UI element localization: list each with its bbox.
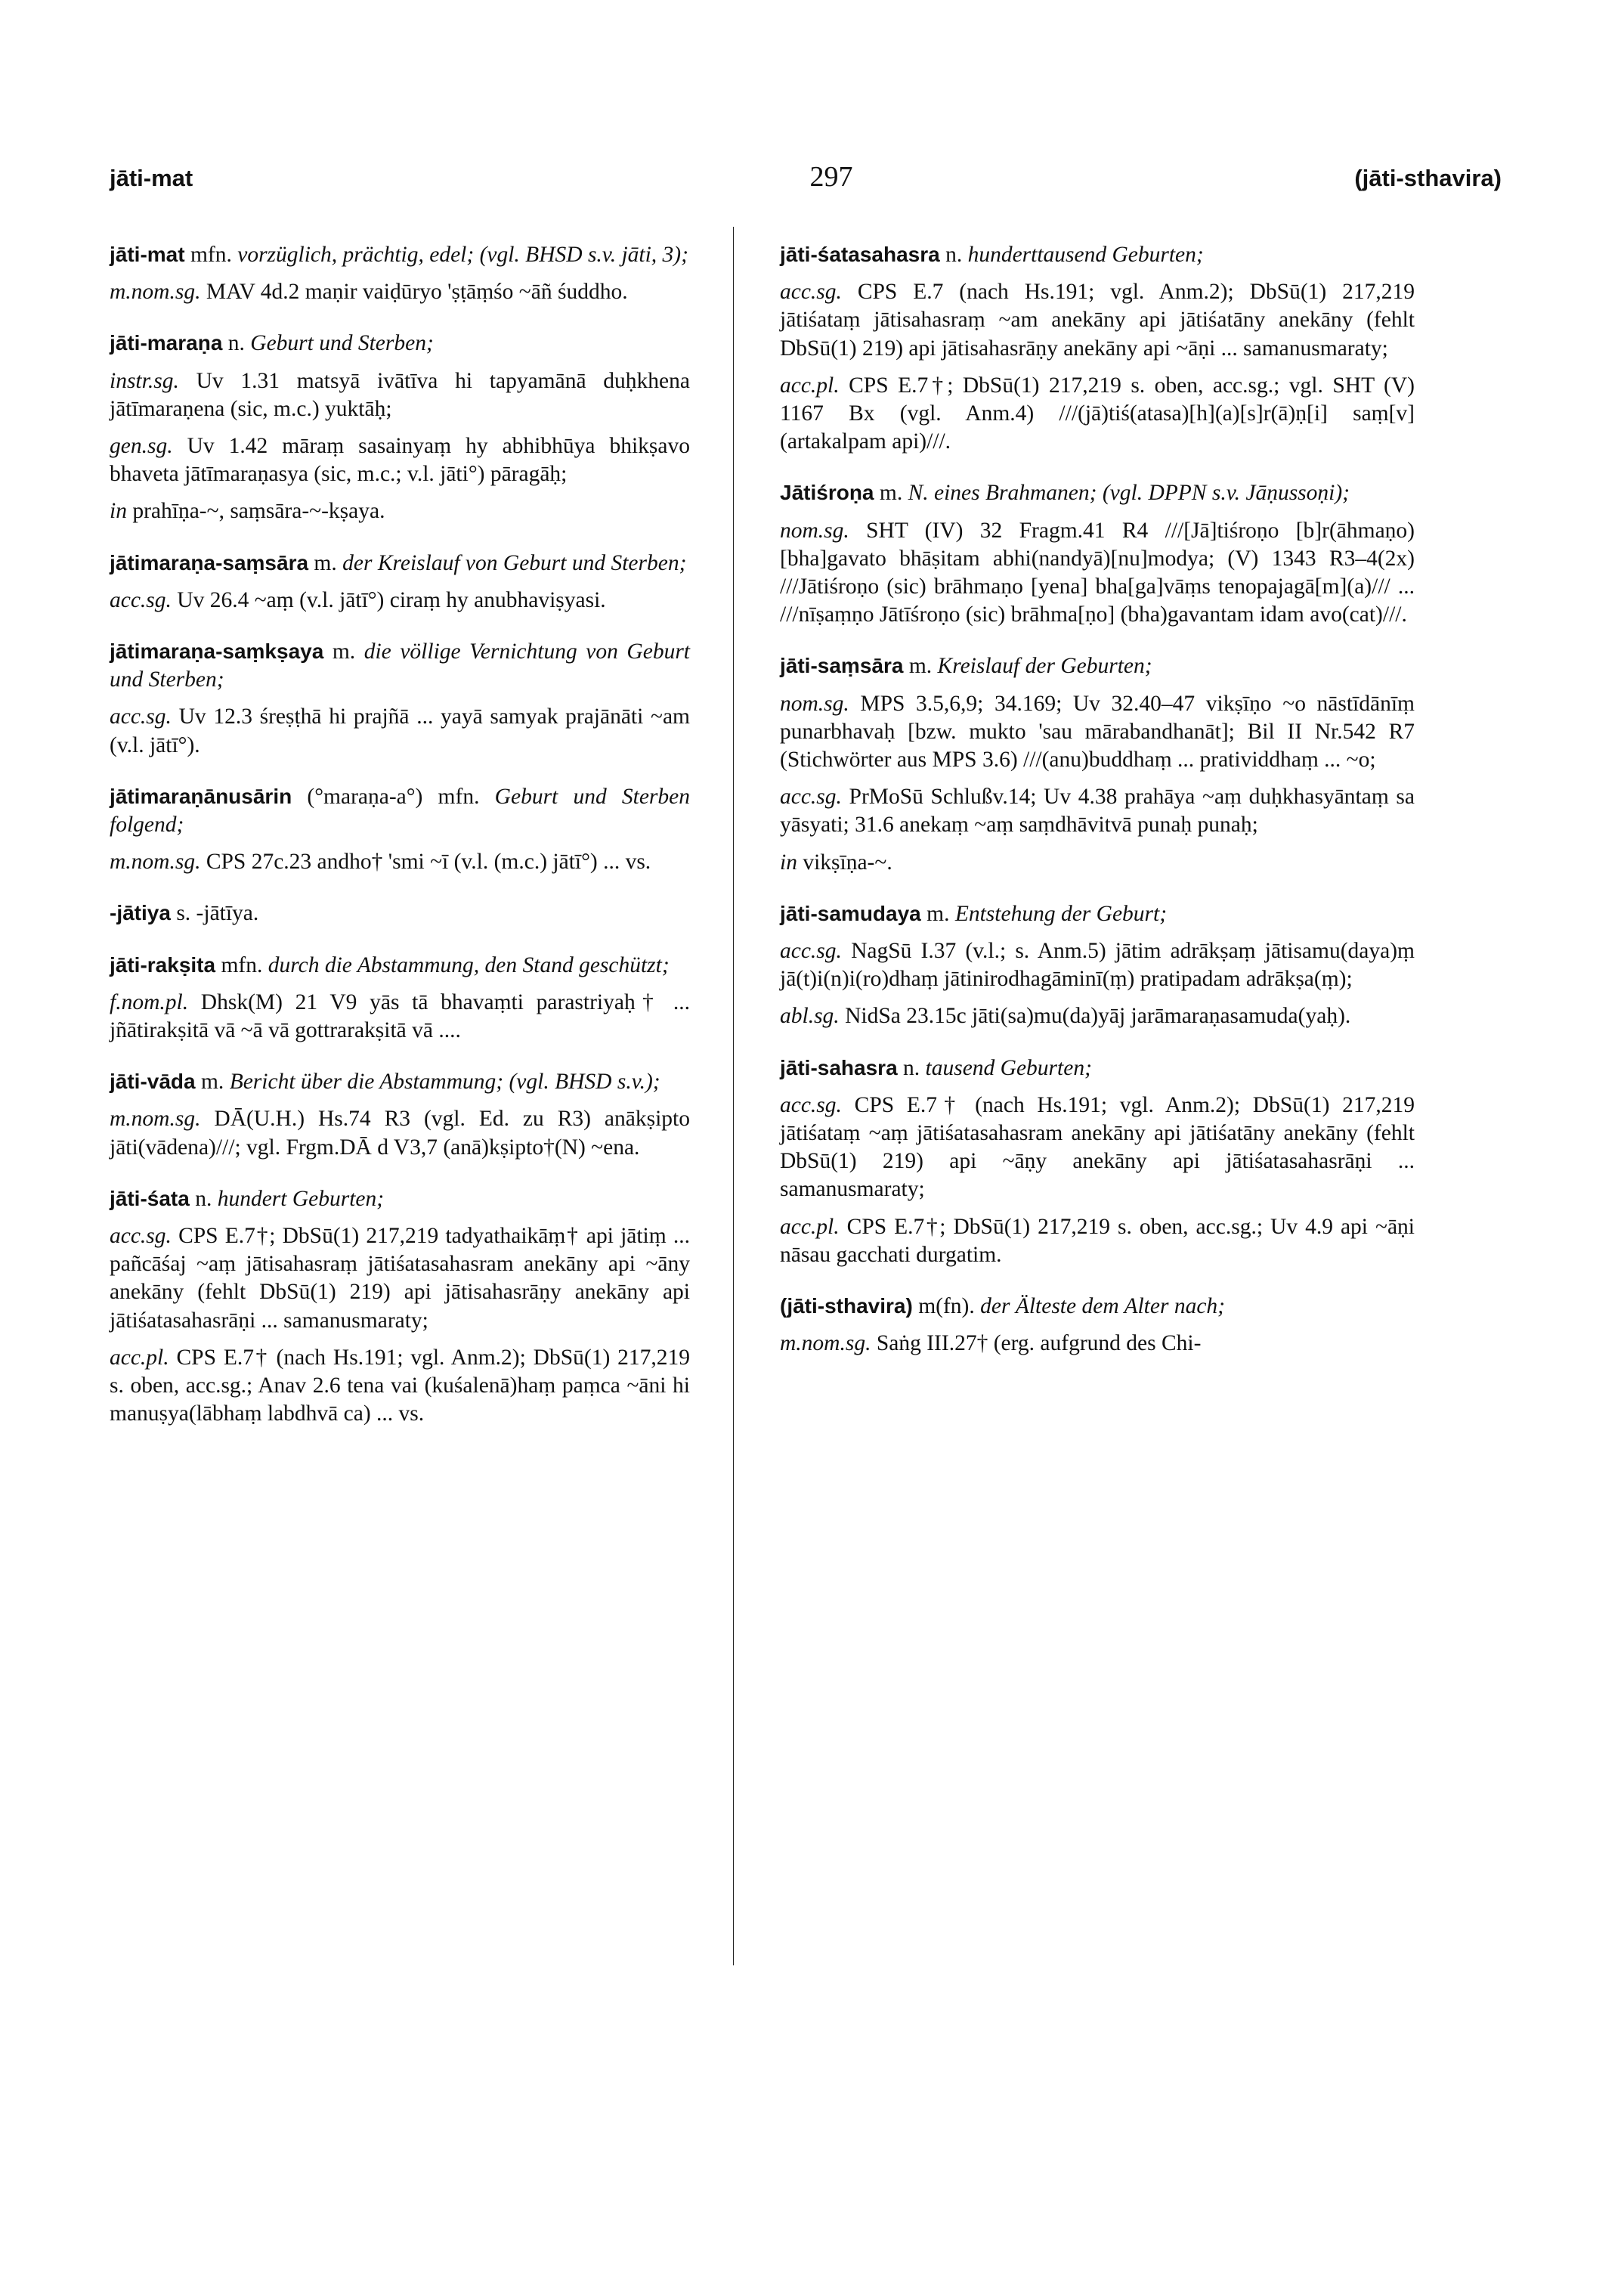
dictionary-entry xyxy=(110,1185,690,1429)
gloss: hunderttausend Geburten; xyxy=(967,243,1204,267)
citation-line xyxy=(780,1213,1415,1269)
citation-line xyxy=(110,1222,690,1335)
grammatical-form: m.nom.sg. xyxy=(110,280,201,305)
headword: jāti-śata xyxy=(110,1186,190,1210)
grammatical-form: acc.sg. xyxy=(780,1092,842,1117)
dictionary-entry xyxy=(780,652,1415,876)
grammatical-form: nom.sg. xyxy=(780,691,849,716)
part-of-speech: m. xyxy=(323,640,364,664)
column-divider xyxy=(733,227,734,1965)
citation-text: CPS E.7† (nach Hs.191; vgl. Anm.2); DbSū(1) 217,219 jātiśataṃ ~aṃ jātiśatasahasram anekāny api jātiśatāny anekāny (fehlt DbSū(1) 219) api ~āṇy anekāny api jātiśatasahasrāṇi ... samanusmaraty; xyxy=(780,1092,1415,1202)
gloss: die völlige Vernichtung von Geburt und Sterben; xyxy=(110,640,690,692)
entry-heading xyxy=(780,240,1415,269)
entry-heading xyxy=(110,549,690,578)
citation-text: Uv 1.31 matsyā ivātīva hi tapyamānā duḥkhena jātīmaraṇena (sic, m.c.) yuktāḥ; xyxy=(110,368,690,421)
left-column xyxy=(110,240,690,1451)
dictionary-entry xyxy=(110,1067,690,1162)
citation-line xyxy=(780,1002,1415,1030)
dictionary-entry xyxy=(780,478,1415,629)
entry-heading xyxy=(110,637,690,694)
grammatical-form: nom.sg. xyxy=(780,518,849,543)
part-of-speech: m. xyxy=(874,481,908,506)
headword: jātimaraṇānusārin xyxy=(110,784,292,808)
part-of-speech: m. xyxy=(920,901,955,926)
header-left-guideword: jāti-mat xyxy=(110,165,193,191)
gloss: Kreislauf der Geburten; xyxy=(937,654,1152,679)
dictionary-entry xyxy=(110,329,690,525)
part-of-speech: n. xyxy=(939,243,968,267)
part-of-speech: n. xyxy=(897,1055,926,1080)
entry-heading xyxy=(110,951,690,980)
entry-heading xyxy=(110,1067,690,1096)
citation-text: Uv 26.4 ~aṃ (v.l. jātī°) ciraṃ hy anubhaviṣyasi. xyxy=(171,587,606,612)
citation-line xyxy=(780,517,1415,630)
entry-heading xyxy=(110,1185,690,1213)
headword: jātimaraṇa-saṃsāra xyxy=(110,550,309,574)
citation-text: DĀ(U.H.) Hs.74 R3 (vgl. Ed. zu R3) anākṣipto jāti(vādena)///; vgl. Frgm.DĀ d V3,7 (anā)kṣipto†(N) ~ena. xyxy=(110,1107,690,1160)
dictionary-entry xyxy=(780,1054,1415,1269)
headword: jāti-śatasahasra xyxy=(780,243,940,266)
headword: jāti-mat xyxy=(110,243,185,266)
citation-line xyxy=(110,367,690,423)
citation-text: Uv 12.3 śreṣṭhā hi prajñā ... yayā samyak prajānāti ~am (v.l. jātī°). xyxy=(110,705,690,757)
citation-text: MPS 3.5,6,9; 34.169; Uv 32.40–47 vikṣīṇo ~o nāstīdānīṃ punarbhavaḥ [bzw. mukto 'sau mārabandhanāt]; Bil II Nr.542 R7 (Stichwörter aus MPS 3.6) ///(anu)buddhaṃ ... pratividdhaṃ ... ~o; xyxy=(780,691,1415,773)
headword: jāti-saṃsāra xyxy=(780,654,904,678)
headword: Jātiśroṇa xyxy=(780,481,874,505)
headword: jāti-rakṣita xyxy=(110,952,216,977)
entry-heading xyxy=(110,240,690,269)
citation-line xyxy=(110,497,690,525)
citation-text: CPS E.7†; DbSū(1) 217,219 tadyathaikāṃ† api jātiṃ ... pañcāśaj ~aṃ jātisahasraṃ jātiśatasahasram anekāny api ~āny anekāny (fehlt DbSū(1) 219) api jātisahasrāṇy anekāny api jātiśatasahasrāṇi ... samanusmaraty; xyxy=(110,1224,690,1333)
citation-text: Saṅg III.27† (erg. aufgrund des Chi- xyxy=(871,1331,1202,1356)
part-of-speech: m. xyxy=(195,1070,230,1095)
entry-heading xyxy=(110,329,690,358)
grammatical-form: acc.pl. xyxy=(780,373,840,398)
grammatical-form: acc.sg. xyxy=(780,785,842,810)
citation-line xyxy=(110,848,690,876)
dictionary-entry xyxy=(110,240,690,306)
citation-text: Uv 1.42 māraṃ sasainyaṃ hy abhibhūya bhikṣavo bhaveta jātīmaraṇasya (sic, m.c.; v.l. jāti°) pāragāḥ; xyxy=(110,434,690,487)
gloss: Geburt und Sterben folgend; xyxy=(110,784,691,838)
entry-heading xyxy=(110,782,690,839)
citation-text: SHT (IV) 32 Fragm.41 R4 ///[Jā]tiśroṇo [b]r(āhmaṇo) [bha]gavato bhāṣitam abhi(nandyā)[nu]modya; (V) 1343 R3–4(2x) ///Jātiśroṇo (sic) brāhmaṇo [yena] bha[ga]vāṃs tenopajagā[m](a)/// ... ///nīṣaṃṇo Jātīśroṇo (sic) brāhma[ṇo] (bha)gavantam idam avo(cat)///. xyxy=(780,518,1415,627)
headword: jāti-samudaya xyxy=(780,901,921,925)
citation-line xyxy=(110,703,690,759)
grammatical-form: in xyxy=(780,850,797,875)
grammatical-form: in xyxy=(110,499,127,524)
entry-heading xyxy=(780,652,1415,680)
gloss: durch die Abstammung, den Stand geschützt; xyxy=(268,952,670,977)
dictionary-entry xyxy=(110,637,690,760)
part-of-speech: mfn. xyxy=(184,243,238,267)
headword: jāti-vāda xyxy=(110,1070,196,1094)
entry-heading xyxy=(780,1292,1415,1321)
citation-text: prahīṇa-~, saṃsāra-~-kṣaya. xyxy=(126,499,385,524)
dictionary-entry xyxy=(110,549,690,615)
gloss: Bericht über die Abstammung; (vgl. BHSD s.v.); xyxy=(229,1070,660,1095)
gloss: der Kreislauf von Geburt und Sterben; xyxy=(342,550,687,575)
grammatical-form: abl.sg. xyxy=(780,1004,840,1029)
gloss: vorzüglich, prächtig, edel; (vgl. BHSD s.v. jāti, 3); xyxy=(237,243,688,267)
gloss: Geburt und Sterben; xyxy=(250,331,434,356)
citation-text: Dhsk(M) 21 V9 yās tā bhavaṃti parastriyaḥ† ... jñātirakṣitā vā ~ā vā gottrarakṣitā vā .... xyxy=(110,989,690,1043)
citation-text: CPS E.7† (nach Hs.191; vgl. Anm.2); DbSū(1) 217,219 s. oben, acc.sg.; Anav 2.6 tena vai (kuśalenā)haṃ paṃca ~āni hi manuṣya(lābhaṃ labdhvā ca) ... vs. xyxy=(110,1345,690,1426)
grammatical-form: m.nom.sg. xyxy=(110,1107,201,1132)
entry-heading xyxy=(110,899,690,928)
grammatical-form: m.nom.sg. xyxy=(110,850,201,875)
grammatical-form: m.nom.sg. xyxy=(780,1331,871,1356)
dictionary-entry xyxy=(110,782,690,877)
headword: -jātiya xyxy=(110,901,171,925)
citation-text: vikṣīṇa-~. xyxy=(797,850,892,875)
right-column xyxy=(780,240,1415,1381)
grammatical-form: acc.sg. xyxy=(110,1224,172,1249)
entry-heading xyxy=(780,478,1415,507)
grammatical-form: acc.sg. xyxy=(110,587,172,612)
citation-line xyxy=(110,587,690,615)
grammatical-form: acc.pl. xyxy=(110,1345,169,1370)
dictionary-entry xyxy=(110,951,690,1045)
header-right-guideword: (jāti-sthavira) xyxy=(1354,165,1502,191)
citation-line xyxy=(110,989,690,1045)
page-number: 297 xyxy=(809,161,853,193)
grammatical-form: acc.sg. xyxy=(780,939,842,964)
dictionary-entry xyxy=(110,899,690,928)
grammatical-form: f.nom.pl. xyxy=(110,989,189,1014)
part-of-speech: (°maraṇa-a°) mfn. xyxy=(292,784,495,809)
part-of-speech: n. xyxy=(222,331,251,356)
headword: (jāti-sthavira) xyxy=(780,1294,913,1318)
citation-text: PrMoSū Schlußv.14; Uv 4.38 prahāya ~aṃ duḥkhasyāntaṃ sa yāsyati; 31.6 anekaṃ ~aṃ saṃdhāvitvā punaḥ punaḥ; xyxy=(780,785,1415,838)
grammatical-form: gen.sg. xyxy=(110,434,173,459)
citation-line xyxy=(780,937,1415,993)
citation-text: MAV 4d.2 maṇir vaiḍūryo 'ṣṭāṃśo ~āñ śuddho. xyxy=(200,280,628,305)
headword: jāti-sahasra xyxy=(780,1055,898,1079)
citation-line xyxy=(110,1344,690,1429)
citation-text: CPS E.7†; DbSū(1) 217,219 s. oben, acc.sg.; vgl. SHT (V) 1167 Bx (vgl. Anm.4) ///(jā)tiś(atasa)[h](a)[s]r(ā)ṇ[i] saṃ[v](artakalpam api)///. xyxy=(780,373,1415,454)
part-of-speech: n. xyxy=(189,1186,218,1211)
dictionary-entry xyxy=(780,240,1415,456)
part-of-speech: m. xyxy=(308,550,343,575)
headword: jāti-maraṇa xyxy=(110,331,223,355)
grammatical-form: acc.pl. xyxy=(780,1214,840,1239)
part-of-speech: s. -jātīya. xyxy=(170,901,259,926)
entry-heading xyxy=(780,900,1415,928)
gloss: N. eines Brahmanen; (vgl. DPPN s.v. Jāṇussoṇi); xyxy=(908,481,1350,506)
citation-line xyxy=(110,278,690,306)
part-of-speech: m(fn). xyxy=(912,1294,981,1319)
citation-text: CPS E.7 (nach Hs.191; vgl. Anm.2); DbSū(1) 217,219 jātiśataṃ jātisahasraṃ ~am anekāny api jātiśatāny anekāny (fehlt DbSū(1) 219) api jātisahasrāṇy anekāny api ~āṇi ... samanusmaraty; xyxy=(780,280,1415,361)
dictionary-entry xyxy=(780,1292,1415,1358)
citation-text: CPS E.7†; DbSū(1) 217,219 s. oben, acc.sg.; Uv 4.9 api ~āṇi nāsau gacchati durgatim. xyxy=(780,1214,1415,1267)
citation-line xyxy=(110,432,690,488)
gloss: hundert Geburten; xyxy=(217,1186,385,1211)
dictionary-entry xyxy=(780,900,1415,1031)
citation-line xyxy=(110,1105,690,1161)
grammatical-form: acc.sg. xyxy=(780,280,842,305)
citation-text: NidSa 23.15c jāti(sa)mu(da)yāj jarāmaraṇasamuda(yaḥ). xyxy=(839,1004,1351,1029)
grammatical-form: acc.sg. xyxy=(110,705,172,729)
citation-line xyxy=(780,1092,1415,1204)
part-of-speech: m. xyxy=(903,654,938,679)
citation-line xyxy=(780,1330,1415,1358)
grammatical-form: instr.sg. xyxy=(110,368,179,393)
citation-line xyxy=(780,372,1415,457)
running-header xyxy=(0,161,1624,210)
citation-text: NagSū I.37 (v.l.; s. Anm.5) jātim adrākṣaṃ jātisamu(daya)ṃ jā(t)i(n)i(ro)dhaṃ jātinirodhagāminī(ṃ) pratipadam adrākṣa(ṃ); xyxy=(780,939,1415,992)
gloss: tausend Geburten; xyxy=(925,1055,1092,1080)
citation-line xyxy=(780,783,1415,839)
gloss: Entstehung der Geburt; xyxy=(954,901,1168,926)
citation-line xyxy=(780,690,1415,775)
citation-text: CPS 27c.23 andho† 'smi ~ī (v.l. (m.c.) jātī°) ... vs. xyxy=(200,850,651,875)
citation-line xyxy=(780,849,1415,877)
headword: jātimaraṇa-saṃkṣaya xyxy=(110,640,324,664)
citation-line xyxy=(780,278,1415,363)
entry-heading xyxy=(780,1054,1415,1082)
part-of-speech: mfn. xyxy=(215,952,268,977)
gloss: der Älteste dem Alter nach; xyxy=(980,1294,1225,1319)
